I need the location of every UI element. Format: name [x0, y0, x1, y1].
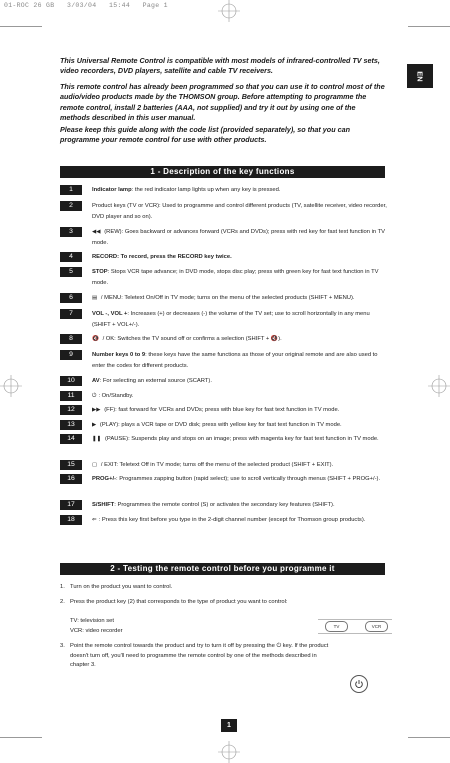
- key-number: 13: [60, 420, 82, 430]
- pause-icon: ❚❚: [92, 436, 102, 442]
- print-crop-header: 01-ROC 26 GB 3/03/04 15:44 Page 1: [4, 2, 168, 9]
- fast-forward-icon: ▶▶: [92, 407, 101, 413]
- power-button-illustration: [350, 675, 368, 693]
- section-2-heading: 2 - Testing the remote control before you programme it: [60, 563, 385, 575]
- rewind-icon: ◀◀: [92, 229, 101, 235]
- key-text: : Increases (+) or decreases (-) the volume of the TV set; use to scroll horizontally in any menu (SHIFT + VOL+/-).: [92, 311, 370, 328]
- key-text: (REW): Goes backward or advances forward (VCRs and DVDs); press with red key for fast text function in TV mode.: [92, 229, 386, 246]
- mute-icon: 🔇: [92, 336, 99, 342]
- crop-line-top-left: [0, 26, 42, 27]
- key-number: 8: [60, 334, 82, 344]
- intro-text-3: [60, 125, 385, 146]
- key-text: : Stops VCR tape advance; in DVD mode, stops disc play; press with green key for fast text function in TV mode.: [92, 269, 379, 286]
- key-label: Indicator lamp: [92, 187, 132, 193]
- step-text: Press the product key (2) that corresponds to the type of product you want to control:: [70, 599, 288, 605]
- key-number: 10: [60, 376, 82, 386]
- key-text: : To record, press the RECORD key twice.: [117, 254, 232, 260]
- teletext-icon: ▤: [92, 295, 98, 301]
- key-description: [92, 420, 388, 431]
- key-description: [92, 334, 388, 345]
- key-label: Number keys 0 to 9: [92, 352, 146, 358]
- key-label: S/SHIFT: [92, 502, 115, 508]
- step-number: 3.: [60, 643, 65, 649]
- registration-mark-right-icon: [428, 375, 450, 397]
- key-number: 12: [60, 405, 82, 415]
- tv-key-illustration: TV: [325, 621, 348, 632]
- key-text: (PAUSE): Suspends play and stops on an image; press with magenta key for fast text function in TV mode.: [103, 436, 379, 442]
- key-description: [92, 185, 388, 196]
- key-label: RECORD: [92, 254, 118, 260]
- key-description: [92, 293, 388, 304]
- key-description: [92, 376, 388, 387]
- key-description: [92, 252, 388, 263]
- power-icon: ⏻: [92, 393, 97, 399]
- key-text: : Programmes zapping button (rapid select); use to scroll vertically through menus (SHIFT + PROG+/-).: [116, 476, 381, 482]
- registration-mark-top-icon: [218, 0, 240, 22]
- step-number: 2.: [60, 599, 65, 605]
- key-number: 5: [60, 267, 82, 277]
- key-description: [92, 267, 388, 289]
- key-number: 2: [60, 201, 82, 211]
- key-description: [92, 434, 388, 445]
- key-number: 17: [60, 500, 82, 510]
- key-text: : these keys have the same functions as those of your original remote and are also used to enter the codes for different products.: [92, 352, 378, 369]
- key-number: 6: [60, 293, 82, 303]
- key-number: 7: [60, 309, 82, 319]
- key-number: 9: [60, 350, 82, 360]
- key-description: [92, 350, 388, 372]
- step-text-vcr: VCR: video recorder: [70, 628, 123, 634]
- key-number: 11: [60, 391, 82, 401]
- key-number: 14: [60, 434, 82, 444]
- page-number: 1: [221, 719, 237, 732]
- intro-paragraph-3: Please keep this guide along with the code list (provided separately), so that you can programme your remote control for use with other products.: [60, 125, 350, 145]
- key-text: / EXIT: Teletext Off in TV mode; turns off the menu of the selected product (SHIFT + EXIT).: [99, 462, 334, 468]
- key-text: (FF): fast forward for VCRs and DVDs; press with blue key for fast text function in TV mode.: [102, 407, 340, 413]
- key-description: [92, 474, 388, 485]
- key-text: : On/Standby.: [98, 393, 134, 399]
- key-description: [92, 515, 388, 526]
- key-label: STOP: [92, 269, 108, 275]
- key-number: 18: [60, 515, 82, 525]
- step-text-tv: TV: television set: [70, 618, 114, 624]
- key-label: PROG+/-: [92, 476, 116, 482]
- key-description: [92, 201, 388, 223]
- step-number: 1.: [60, 584, 65, 590]
- key-text: : the red indicator lamp lights up when any key is pressed.: [131, 187, 281, 193]
- registration-mark-left-icon: [0, 375, 22, 397]
- intro-paragraph-1: This Universal Remote Control is compatible with most models of infrared-controlled TV sets, video recorders, DVD players, satellite and cable TV receivers.: [60, 56, 380, 76]
- crop-line-bottom-right: [408, 737, 450, 738]
- intro-text-2: [60, 82, 385, 124]
- exit-icon: ▢: [92, 462, 98, 468]
- vcr-key-illustration: VCR: [365, 621, 388, 632]
- crop-line-top-right: [408, 26, 450, 27]
- key-number: 3: [60, 227, 82, 237]
- key-text: / OK: Switches the TV sound off or confirms a selection (SHIFT + 🔇).: [100, 336, 282, 342]
- key-number: 16: [60, 474, 82, 484]
- registration-mark-bottom-icon: [218, 741, 240, 763]
- channel-digits-icon: ⇐: [92, 517, 97, 523]
- key-description: [92, 405, 388, 416]
- key-text: / MENU: Teletext On/Off in TV mode; turns on the menu of the selected products (SHIFT + MENU).: [99, 295, 355, 301]
- key-text: : Programmes the remote control (S) or activates the secondary key features (SHIFT).: [114, 502, 335, 508]
- key-description: [92, 227, 388, 249]
- key-description: [92, 391, 388, 402]
- language-tab-label: EN: [415, 70, 425, 82]
- key-description: [92, 500, 388, 511]
- section-1-heading: 1 - Description of the key functions: [60, 166, 385, 178]
- step-text: Turn on the product you want to control.: [70, 584, 173, 590]
- key-text: Product keys (TV or VCR): Used to programme and control different products (TV, satellite receiver, video recorder, DVD player and so on).: [92, 203, 387, 220]
- intro-paragraph-2: This remote control has already been programmed so that you can use it to control most of the audio/video products made by the THOMSON group. Before attempting to programme the remote control, install 2 batteries (AAA, not supplied) and try it out by using one of the methods described in this user manual.: [60, 82, 385, 123]
- intro-text: [60, 56, 385, 77]
- language-tab: [407, 64, 433, 88]
- play-icon: ▶: [92, 422, 97, 428]
- power-icon: [354, 679, 364, 689]
- key-number: 4: [60, 252, 82, 262]
- key-description: [92, 460, 388, 471]
- key-label: AV: [92, 378, 100, 384]
- key-text: : For selecting an external source (SCART).: [99, 378, 212, 384]
- crop-line-bottom-left: [0, 737, 42, 738]
- step-text: Point the remote control towards the product and try to turn it off by pressing the ⏻ key. If the product doesn't turn off, you'll need to programme the remote control by one of the methods described in chapter 3.: [70, 643, 329, 668]
- key-text: : Press this key first before you type in the 2-digit channel number (except for Thomson group products).: [98, 517, 366, 523]
- key-number: 1: [60, 185, 82, 195]
- key-number: 15: [60, 460, 82, 470]
- key-label: VOL -, VOL +: [92, 311, 128, 317]
- key-text: (PLAY): plays a VCR tape or DVD disk; press with yellow key for fast text function in TV mode.: [98, 422, 342, 428]
- key-description: [92, 309, 388, 331]
